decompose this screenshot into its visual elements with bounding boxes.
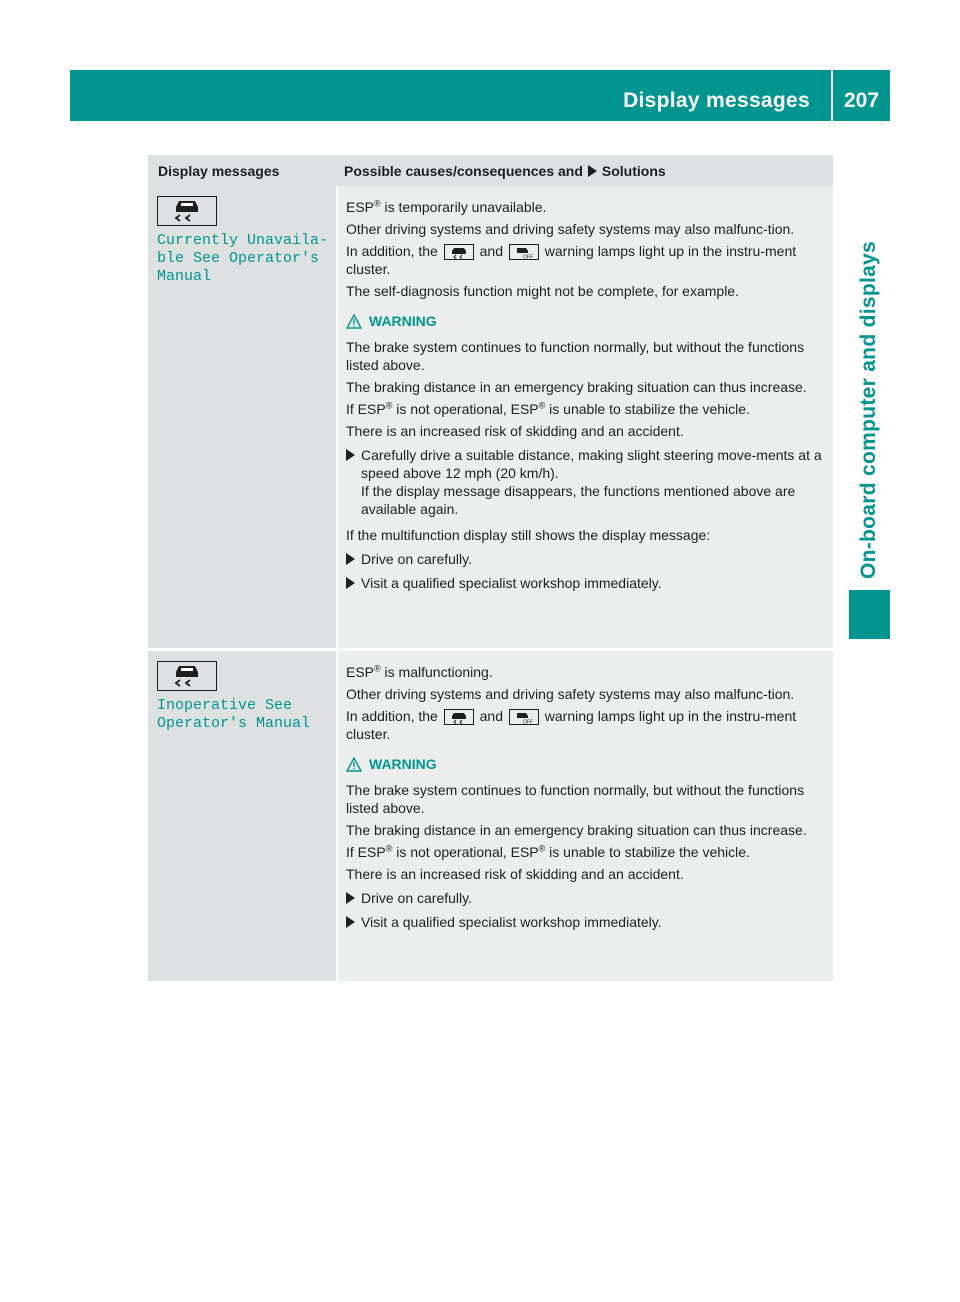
text-risk: There is an increased risk of skidding and an accident. [346, 423, 684, 439]
text-warning-lamps: warning lamps light up in the instru-ment cluster. [346, 708, 797, 742]
esp-stabilize-line [346, 843, 825, 861]
registered-mark: ® [385, 400, 393, 411]
registered-mark: ® [374, 198, 381, 209]
step-text: Visit a qualified specialist workshop immediately. [361, 575, 662, 591]
page-number: 207 [843, 89, 880, 112]
table-row [148, 648, 833, 981]
svg-text:OFF: OFF [522, 254, 533, 259]
text-self-diagnosis: The self-diagnosis function might not be complete, for example. [346, 283, 739, 299]
instruction-step [346, 446, 825, 518]
display-message-text: Inoperative See Operator's Manual [157, 697, 311, 732]
esp-status-line [346, 663, 825, 681]
esp-lamp-icon [444, 709, 474, 725]
text-addition: In addition, the [346, 708, 438, 724]
instruction-step [346, 550, 825, 568]
section-tab-marker [849, 590, 890, 639]
esp-skid-car-icon [157, 661, 217, 691]
text-brake-system: The brake system continues to function normally, but without the functions listed above. [346, 782, 805, 816]
text-warning-lamps: warning lamps light up in the instru-ment cluster. [346, 243, 797, 277]
message-cell [148, 651, 336, 981]
warning-triangle-icon [346, 314, 362, 329]
arrow-right-icon [346, 553, 355, 565]
warning-heading [346, 755, 825, 773]
text-other-systems: Other driving systems and driving safety systems may also malfunc-tion. [346, 221, 795, 237]
text-addition: In addition, the [346, 243, 438, 259]
arrow-right-icon [346, 916, 355, 928]
display-messages-table [148, 155, 833, 981]
display-message-text: Currently Unavaila‐ ble See Operator's Manual [157, 232, 329, 285]
text-status: is malfunctioning. [380, 664, 493, 680]
registered-mark: ® [385, 843, 393, 854]
warning-triangle-icon [346, 757, 362, 772]
warning-label: WARNING [369, 313, 437, 329]
step-text: Drive on carefully. [361, 551, 473, 567]
col-header-solutions-text: Solutions [601, 163, 666, 179]
text-status: is temporarily unavailable. [380, 199, 547, 215]
svg-text:OFF: OFF [522, 719, 533, 724]
esp-off-lamp-icon [509, 244, 539, 260]
text-esp: ESP [346, 664, 375, 680]
esp-status-line [346, 198, 825, 216]
esp-lamp-icon [444, 244, 474, 260]
text-unable-stabilize: is unable to stabilize the vehicle. [545, 401, 750, 417]
text-if-esp: If ESP [346, 844, 386, 860]
instruction-step [346, 574, 825, 592]
warning-lamps-line [346, 242, 825, 278]
text-not-operational: is not operational, ESP [392, 844, 539, 860]
solutions-cell [336, 651, 833, 981]
table-row [148, 186, 833, 648]
step-text: Carefully drive a suitable distance, making slight steering move-ments at a speed above 12 mph (20 km/h). [361, 447, 822, 481]
arrow-right-icon [346, 577, 355, 589]
text-risk: There is an increased risk of skidding and an accident. [346, 866, 684, 882]
arrow-right-icon [588, 165, 597, 177]
solutions-cell [336, 186, 833, 648]
text-other-systems: Other driving systems and driving safety systems may also malfunc-tion. [346, 686, 795, 702]
esp-off-lamp-icon [509, 709, 539, 725]
section-tab-label: On-board computer and displays [857, 240, 880, 580]
registered-mark: ® [538, 843, 546, 854]
step-text: Drive on carefully. [361, 890, 473, 906]
text-esp: ESP [346, 199, 375, 215]
text-brake-system: The brake system continues to function normally, but without the functions listed above. [346, 339, 805, 373]
text-not-operational: is not operational, ESP [392, 401, 539, 417]
text-braking-distance: The braking distance in an emergency braking situation can thus increase. [346, 822, 807, 838]
text-unable-stabilize: is unable to stabilize the vehicle. [545, 844, 750, 860]
text-and: and [479, 708, 503, 724]
text-multifunction: If the multifunction display still shows the display message: [346, 527, 711, 543]
step-result-text: If the display message disappears, the functions mentioned above are available again. [361, 483, 796, 517]
instruction-step [346, 913, 825, 931]
table-header [148, 155, 833, 186]
col-header-causes [336, 155, 833, 186]
warning-heading [346, 312, 825, 330]
registered-mark: ® [374, 663, 381, 674]
text-and: and [479, 243, 503, 259]
message-cell [148, 186, 336, 648]
warning-lamps-line [346, 707, 825, 743]
step-text: Visit a qualified specialist workshop immediately. [361, 914, 662, 930]
warning-label: WARNING [369, 756, 437, 772]
registered-mark: ® [538, 400, 546, 411]
arrow-right-icon [346, 449, 355, 461]
instruction-step [346, 889, 825, 907]
col-header-causes-text: Possible causes/consequences and [344, 163, 583, 179]
esp-skid-car-icon [157, 196, 217, 226]
text-if-esp: If ESP [346, 401, 386, 417]
col-header-display-messages: Display messages [158, 163, 280, 179]
esp-stabilize-line [346, 400, 825, 418]
arrow-right-icon [346, 892, 355, 904]
text-braking-distance: The braking distance in an emergency braking situation can thus increase. [346, 379, 807, 395]
page-title: Display messages [623, 89, 810, 112]
